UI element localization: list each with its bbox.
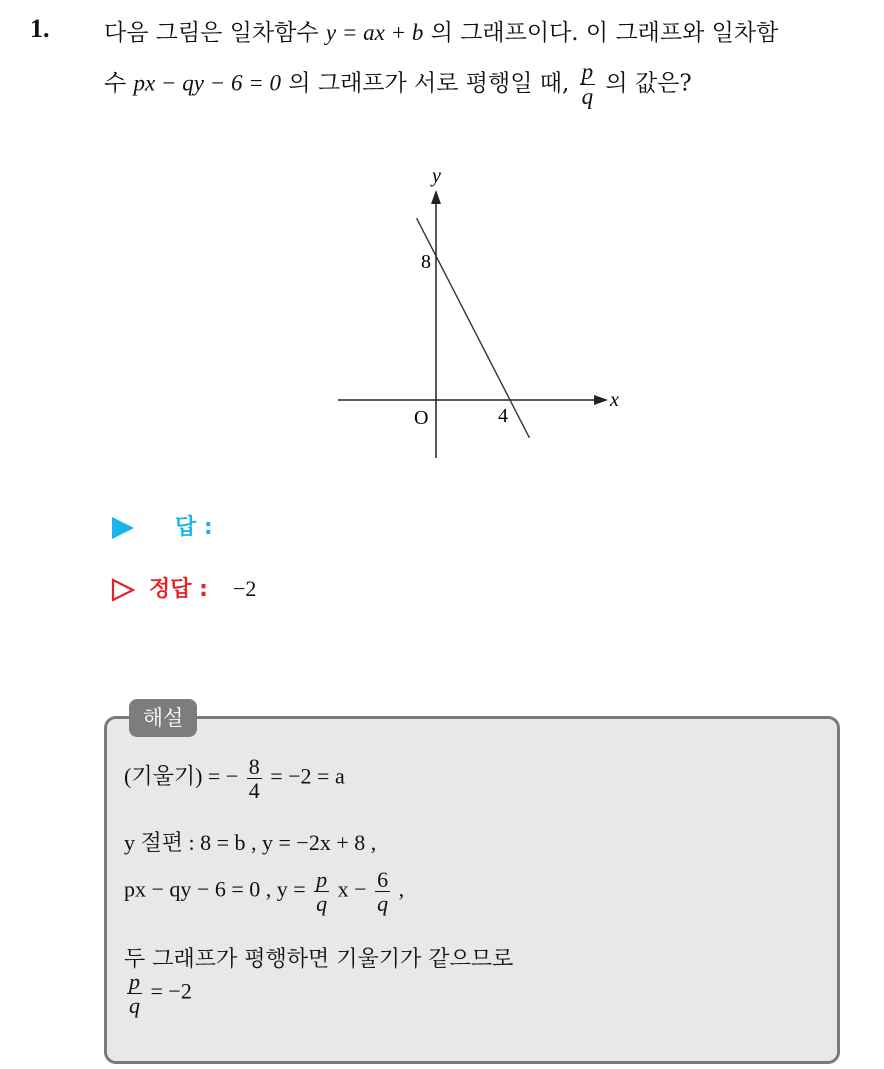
fraction-denominator: q — [377, 891, 389, 917]
solution-text: = −2 = a — [270, 763, 345, 789]
solution-fraction — [127, 970, 142, 1017]
fraction-numerator: p — [129, 969, 140, 994]
play-triangle-icon — [110, 515, 136, 541]
question-line-1 — [104, 14, 778, 47]
origin-label: O — [414, 407, 429, 429]
solution-line-4: 두 그래프가 평행하면 기울기가 같으므로 — [124, 947, 514, 972]
question-text: 수 — [104, 70, 127, 97]
solution-text: px − qy − 6 = 0 , y = — [124, 876, 306, 902]
y-axis-arrow-icon — [431, 190, 441, 204]
solution-badge: 해설 — [129, 699, 197, 737]
x-axis-arrow-icon — [594, 395, 608, 405]
question-text: 다음 그림은 일차함수 — [104, 20, 319, 46]
fraction-numerator: 6 — [377, 867, 389, 892]
question-text: 의 그래프가 서로 평행일 때, — [288, 70, 570, 97]
solution-line-2: y 절편 : 8 = b , y = −2x + 8 , — [124, 830, 377, 855]
outline-triangle-icon — [110, 577, 136, 603]
solution-fraction — [314, 868, 329, 915]
solution-text: x − — [337, 876, 367, 902]
correct-answer-row — [110, 572, 256, 603]
y-intercept-label: 8 — [421, 251, 431, 273]
question-fraction — [580, 60, 596, 109]
solution-line-1 — [124, 755, 345, 802]
question-text: 의 값은? — [605, 70, 692, 97]
solution-text: (기울기) = − — [124, 763, 239, 789]
fraction-denominator: q — [581, 84, 594, 110]
fraction-numerator: p — [316, 867, 328, 892]
x-axis-label: x — [610, 389, 619, 411]
function-line — [417, 218, 530, 438]
x-intercept-label: 4 — [498, 405, 508, 427]
fraction-numerator: p — [581, 59, 594, 84]
fraction-denominator: 4 — [248, 778, 260, 804]
answer-row — [110, 510, 213, 541]
solution-line-5 — [124, 970, 192, 1017]
solution-line-3 — [124, 868, 404, 915]
function-graph — [330, 160, 630, 465]
fraction-numerator: 8 — [248, 754, 260, 779]
question-equation: px − qy − 6 = 0 — [133, 70, 282, 96]
fraction-denominator: q — [316, 891, 328, 917]
fraction-denominator: q — [129, 993, 140, 1019]
correct-answer-label: 정답 : — [149, 577, 208, 602]
solution-text: = −2 — [150, 978, 192, 1004]
question-equation: y = ax + b — [325, 20, 424, 45]
question-line-2 — [104, 60, 692, 109]
y-axis-label: y — [432, 165, 441, 187]
question-number: 1. — [30, 14, 50, 43]
answer-label: 답 : — [175, 515, 213, 540]
solution-fraction — [247, 755, 262, 802]
correct-answer-value: −2 — [232, 576, 257, 601]
solution-text: , — [398, 876, 405, 902]
solution-fraction — [375, 868, 390, 915]
question-text: 의 그래프이다. 이 그래프와 일차함 — [430, 20, 779, 46]
